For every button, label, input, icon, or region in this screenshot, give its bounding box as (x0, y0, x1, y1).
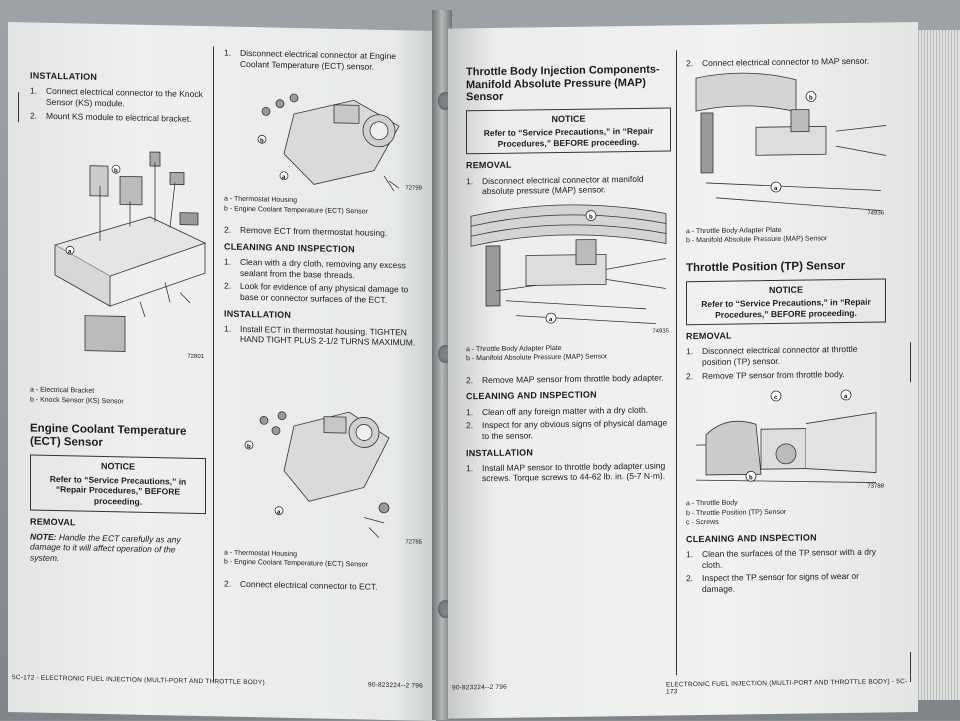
step (466, 404, 671, 417)
step-number: 2. (224, 280, 232, 291)
figure-number: 72801 (187, 353, 204, 360)
callout-a-label: a (277, 509, 281, 516)
notice-text: Refer to “Service Precautions,” in “Repair Procedures,” BEFORE proceeding. (49, 473, 187, 507)
step-text: Disconnect electrical connector at manifold absolute pressure (MAP) sensor. (482, 173, 644, 197)
left-column-1 (30, 64, 206, 566)
callout-b-label: b (260, 138, 264, 145)
step-text: Inspect for any obvious signs of physical damage to the sensor. (482, 417, 668, 442)
step-text: Clean with a dry cloth, removing any excess sealant from the base threads. (240, 256, 406, 280)
step (224, 48, 424, 73)
step-text: Remove TP sensor from throttle body. (702, 368, 845, 381)
notice-box (466, 107, 671, 154)
margin-bar (910, 342, 911, 382)
step-number: 1. (466, 406, 474, 417)
throttle-body-diagram (686, 70, 886, 223)
step-number: 1. (686, 549, 694, 560)
footer-right: ELECTRONIC FUEL INJECTION (MULTI-PORT AND THROTTLE BODY) - 5C-173 (666, 678, 908, 696)
left-column-2 (224, 45, 424, 597)
figure-caption: a - Throttle Body (686, 499, 738, 508)
figure-number: 74935 (652, 328, 669, 336)
notice-box (30, 455, 206, 514)
right-column-1 (466, 55, 671, 487)
step (686, 546, 886, 570)
note-text: Handle the ECT carefully as any damage to it will affect operation of the system. (30, 531, 181, 564)
map-section-title: Throttle Body Injection Components-Manifold Absolute Pressure (MAP) Sensor (466, 63, 660, 104)
step (224, 225, 424, 240)
step-text: Connect electrical connector to MAP sensor. (702, 55, 870, 69)
figure-number: 72799 (405, 185, 422, 192)
figure-caption: b - Engine Coolant Temperature (ECT) Sensor (224, 205, 368, 216)
step (224, 578, 424, 593)
step-number: 2. (466, 420, 474, 431)
footer-left: 5C-172 - ELECTRONIC FUEL INJECTION (MULTI-PORT AND THROTTLE BODY) (12, 674, 265, 687)
step-number: 2. (30, 109, 38, 121)
figure-caption: a - Throttle Body Adapter Plate (466, 344, 562, 354)
cleaning-heading: CLEANING AND INSPECTION (466, 389, 597, 402)
step-text: Install ECT in thermostat housing. TIGHTEN HAND TIGHT PLUS 2-1/2 TURNS MAXIMUM. (240, 323, 416, 348)
step (466, 418, 671, 442)
step-number: 2. (686, 58, 694, 69)
cleaning-heading: CLEANING AND INSPECTION (224, 241, 355, 255)
knock-sensor-figure (30, 125, 206, 364)
step-text: Connect electrical connector to the Knock Sensor (KS) module. (46, 86, 203, 109)
callout-a-label: a (774, 185, 778, 192)
figure-number: 74936 (867, 210, 884, 217)
step (224, 281, 424, 306)
installation-heading: INSTALLATION (30, 70, 98, 82)
notice-text: Refer to “Service Precautions,” in “Repair Procedures,” BEFORE proceeding. (701, 296, 871, 320)
callout-b-label: b (589, 214, 593, 221)
callout-a-label: a (282, 174, 286, 182)
right-page (448, 22, 918, 719)
ect-install-figure (224, 375, 424, 549)
step-number: 2. (224, 224, 232, 235)
figure-caption: b - Manifold Absolute Pressure (MAP) Sensor (466, 353, 608, 363)
step-number: 1. (224, 323, 232, 334)
notice-box (686, 278, 886, 325)
callout-c-label: c (774, 395, 778, 402)
throttle-position-sensor-diagram (686, 383, 886, 496)
step-text: Disconnect electrical connector at throttle position (TP) sensor. (702, 344, 858, 368)
step-number: 1. (224, 256, 232, 267)
step (30, 110, 206, 124)
callout-a-label: a (549, 317, 553, 324)
installation-heading: INSTALLATION (224, 308, 292, 320)
figure-caption: b - Throttle Position (TP) Sensor (686, 508, 787, 518)
step-number: 1. (466, 175, 474, 186)
figure-caption: b - Engine Coolant Temperature (ECT) Sensor (224, 558, 368, 569)
step-text: Look for evidence of any physical damage to base or connector surfaces of the ECT. (240, 281, 409, 305)
step (224, 323, 424, 348)
step-number: 2. (224, 578, 232, 589)
map-install-figure (686, 70, 886, 223)
removal-heading: REMOVAL (466, 160, 512, 171)
step-text: Remove ECT from thermostat housing. (240, 224, 388, 239)
step (466, 173, 671, 197)
thermostat-housing-diagram (224, 73, 424, 195)
left-page (8, 22, 436, 721)
notice-title: NOTICE (551, 113, 586, 125)
step-number: 2. (466, 375, 474, 386)
callout-b-label: b (809, 95, 813, 102)
callout-b-label: b (247, 444, 251, 451)
step-number: 1. (466, 463, 474, 474)
ect-removal-figure (224, 73, 424, 195)
notice-title: NOTICE (100, 461, 135, 473)
figure-caption: c - Screws (686, 519, 719, 527)
removal-heading: REMOVAL (30, 516, 76, 527)
step-text: Mount KS module to electrical bracket. (46, 110, 192, 124)
step-text: Connect electrical connector to ECT. (240, 578, 378, 592)
right-column-2 (686, 52, 886, 597)
column-divider (676, 50, 677, 675)
figure-caption: a - Thermostat Housing (224, 195, 298, 205)
step-number: 1. (30, 85, 38, 96)
step-text: Disconnect electrical connector at Engine Coolant Temperature (ECT) sensor. (240, 47, 396, 72)
margin-bar (18, 92, 19, 122)
step-text: Remove MAP sensor from throttle body adapter. (482, 372, 664, 385)
column-divider (213, 46, 214, 681)
callout-a-label: a (68, 249, 72, 256)
map-removal-figure (466, 198, 671, 341)
throttle-body-diagram (466, 198, 671, 341)
step-text: Inspect the TP sensor for signs of wear or damage. (702, 570, 860, 594)
knock-sensor-diagram (30, 125, 206, 364)
removal-heading: REMOVAL (686, 330, 732, 342)
figure-number: 72785 (405, 538, 422, 546)
callout-b-label: b (114, 168, 118, 175)
notice-title: NOTICE (768, 284, 803, 295)
figure-number: 73788 (867, 483, 884, 490)
footer-right: 90-823224--2 796 (368, 681, 423, 690)
cleaning-heading: CLEANING AND INSPECTION (686, 532, 817, 544)
step-number: 1. (224, 47, 232, 58)
callout-b-label: b (749, 475, 753, 482)
step-number: 1. (686, 346, 694, 357)
footer-left: 90-823224--2 796 (452, 683, 507, 692)
step-text: Install MAP sensor to throttle body adapter using screws. Torque screws to 44-62 lb. in. (5-7 N·m). (482, 460, 666, 484)
step (224, 257, 424, 282)
figure-caption: a - Thermostat Housing (224, 549, 298, 559)
figure-caption: a - Throttle Body Adapter Plate (686, 226, 782, 235)
tp-section-title: Throttle Position (TP) Sensor (686, 259, 846, 274)
step (686, 55, 886, 68)
step-number: 2. (686, 370, 694, 381)
step-text: Clean the surfaces of the TP sensor with a dry cloth. (702, 546, 877, 570)
step (686, 368, 886, 381)
ect-section-title: Engine Coolant Temperature (ECT) Sensor (30, 422, 187, 450)
figure-caption: a - Electrical Bracket (30, 386, 95, 395)
figure-caption: b - Manifold Absolute Pressure (MAP) Sensor (686, 235, 828, 245)
step (686, 344, 886, 368)
step (466, 460, 671, 484)
step (466, 372, 671, 385)
thermostat-housing-diagram (224, 375, 424, 549)
tp-sensor-figure (686, 383, 886, 496)
step-number: 2. (686, 573, 694, 584)
page-stack-edge (916, 30, 960, 700)
step (30, 86, 206, 111)
notice-text: Refer to “Service Precautions,” in “Repair Procedures,” BEFORE proceeding. (483, 125, 654, 149)
step-text: Clean off any foreign matter with a dry cloth. (482, 404, 649, 417)
callout-a-label: a (844, 394, 848, 401)
note (30, 531, 206, 567)
installation-heading: INSTALLATION (466, 446, 534, 458)
note-label: NOTE: (30, 531, 57, 542)
step (686, 571, 886, 595)
figure-caption: b - Knock Sensor (KS) Sensor (30, 396, 124, 405)
